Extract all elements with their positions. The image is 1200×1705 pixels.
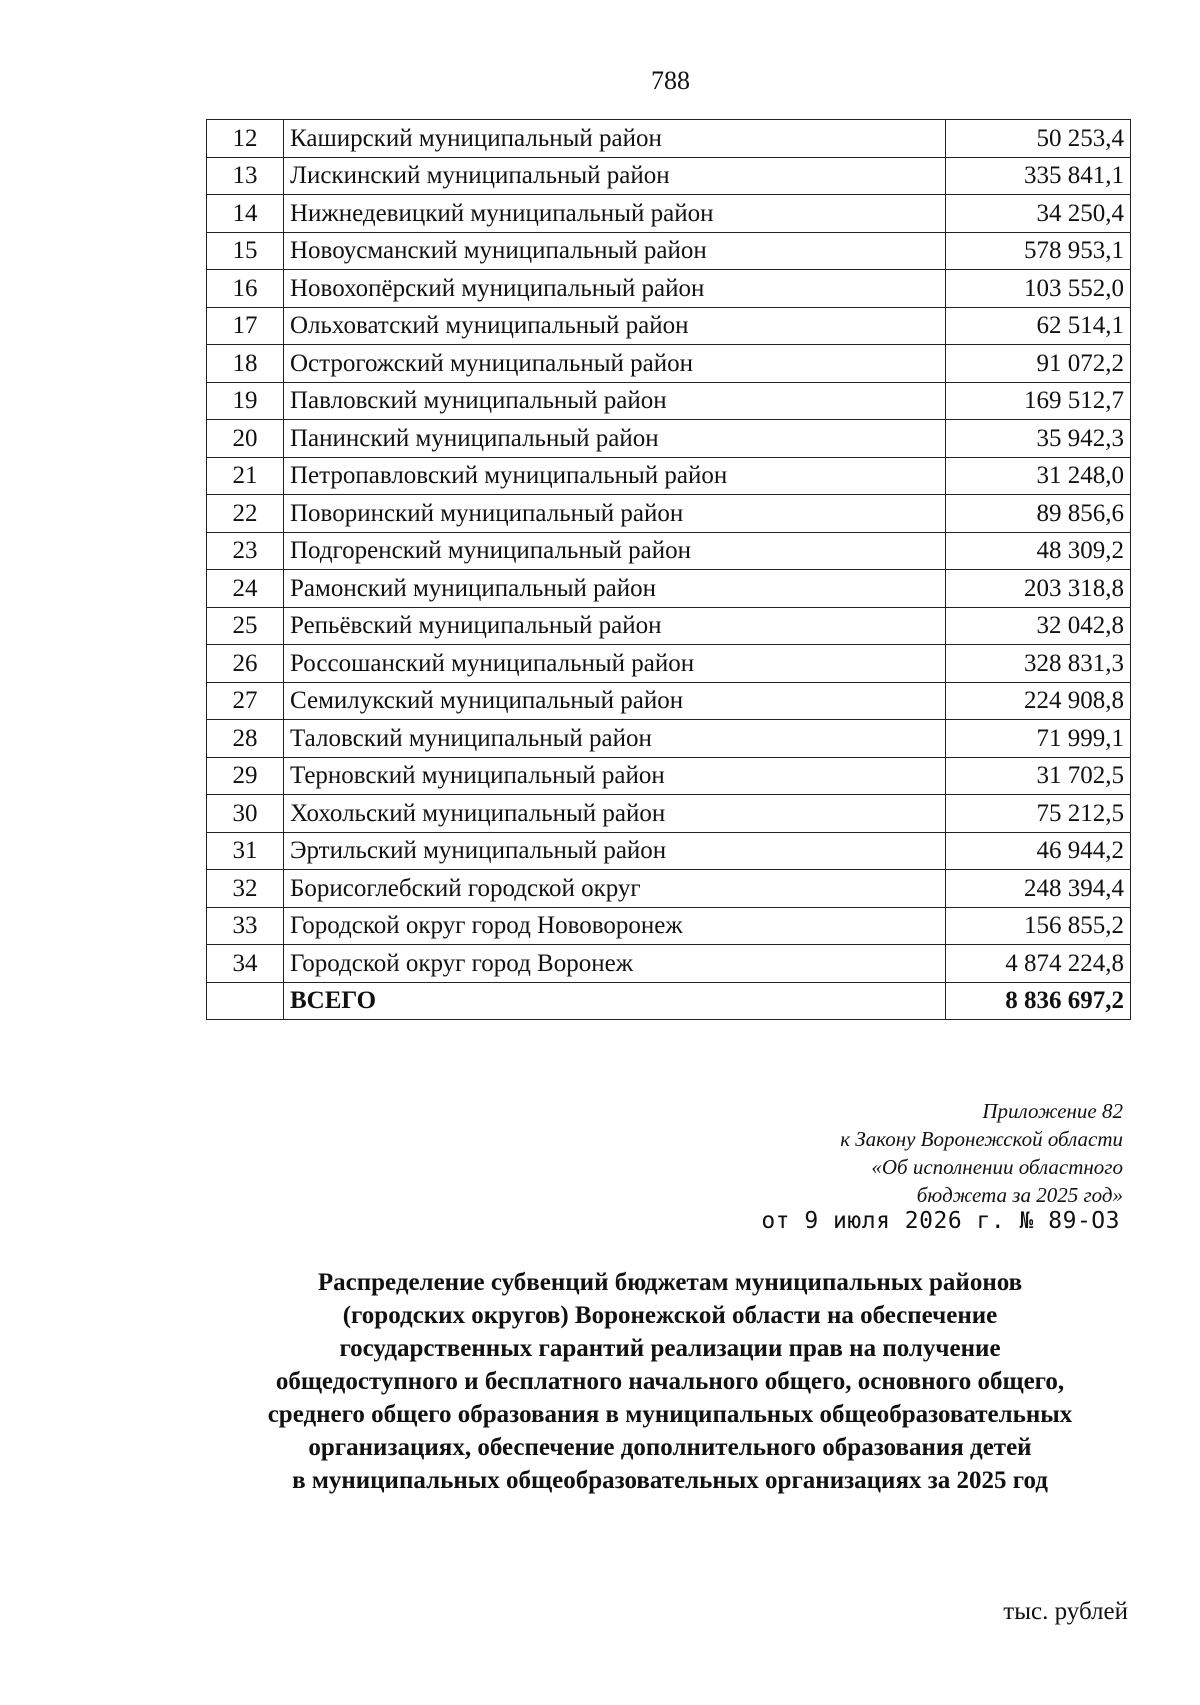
subvention-amount: 75 212,5 [946,795,1131,833]
subvention-amount: 71 999,1 [946,720,1131,758]
municipality-name: Городской округ город Нововоронеж [284,907,946,945]
title-line: общедоступного и бесплатного начального общего, основного общего, [275,1368,1065,1395]
municipality-name: Нижнедевицкий муниципальный район [284,195,946,233]
table-row [207,795,1131,833]
subvention-table [206,119,1131,1020]
municipality-name: Поворинский муниципальный район [284,495,946,533]
table-row [207,682,1131,720]
title-line: Распределение субвенций бюджетам муниципальных районов [317,1269,1023,1296]
table-row [207,232,1131,270]
subvention-amount: 4 874 224,8 [946,945,1131,983]
municipality-name: Острогожский муниципальный район [284,345,946,383]
row-number: 18 [207,345,284,383]
table-body [207,120,1131,1020]
table-row [207,345,1131,383]
subvention-amount: 48 309,2 [946,532,1131,570]
municipality-name: Эртильский муниципальный район [284,832,946,870]
subvention-amount: 50 253,4 [946,120,1131,158]
row-number: 29 [207,757,284,795]
row-number: 25 [207,607,284,645]
municipality-name: Павловский муниципальный район [284,382,946,420]
row-number: 19 [207,382,284,420]
table-row [207,832,1131,870]
table-row [207,195,1131,233]
municipality-name: Каширский муниципальный район [284,120,946,158]
table-row [207,532,1131,570]
row-number: 22 [207,495,284,533]
table-row [207,420,1131,458]
title-line: государственных гарантий реализации прав на получение [339,1335,1001,1362]
municipality-name: Подгоренский муниципальный район [284,532,946,570]
table-row [207,270,1131,308]
municipality-name: Рамонский муниципальный район [284,570,946,608]
row-number: 13 [207,157,284,195]
row-number: 23 [207,532,284,570]
table-row [207,870,1131,908]
total-num-cell [207,982,284,1020]
municipality-name: Семилукский муниципальный район [284,682,946,720]
municipality-name: Хохольский муниципальный район [284,795,946,833]
subvention-amount: 31 702,5 [946,757,1131,795]
appendix-reference [840,1097,1123,1209]
subvention-amount: 62 514,1 [946,307,1131,345]
table-row [207,570,1131,608]
subvention-amount: 156 855,2 [946,907,1131,945]
municipality-name: Новохопёрский муниципальный район [284,270,946,308]
page-number: 788 [651,66,690,95]
title-line: среднего общего образования в муниципальных общеобразовательных [267,1401,1073,1428]
table-row [207,607,1131,645]
municipality-name: Лискинский муниципальный район [284,157,946,195]
table-row [207,457,1131,495]
municipality-name: Борисоглебский городской округ [284,870,946,908]
table-row [207,645,1131,683]
row-number: 32 [207,870,284,908]
law-date-stamp: от 9 июля 2026 г. № 89-ОЗ [761,1208,1120,1234]
municipality-name: Репьёвский муниципальный район [284,607,946,645]
municipality-name: Панинский муниципальный район [284,420,946,458]
subvention-amount: 91 072,2 [946,345,1131,383]
table-row [207,757,1131,795]
appendix-line: «Об исполнении областного [871,1155,1123,1179]
unit-label: тыс. рублей [1003,1598,1128,1625]
table-row [207,307,1131,345]
row-number: 16 [207,270,284,308]
title-line: в муниципальных общеобразовательных организациях за 2025 год [292,1467,1048,1494]
subvention-amount: 34 250,4 [946,195,1131,233]
subvention-amount: 224 908,8 [946,682,1131,720]
subvention-amount: 46 944,2 [946,832,1131,870]
appendix-line: бюджета за 2025 год» [916,1183,1123,1207]
municipality-name: Новоусманский муниципальный район [284,232,946,270]
row-number: 31 [207,832,284,870]
table-row [207,120,1131,158]
total-label: ВСЕГО [284,982,946,1020]
table-row [207,495,1131,533]
table-row [207,907,1131,945]
subvention-amount: 169 512,7 [946,382,1131,420]
row-number: 34 [207,945,284,983]
table-row [207,382,1131,420]
row-number: 27 [207,682,284,720]
title-line: (городских округов) Воронежской области на обеспечение [342,1302,998,1329]
row-number: 15 [207,232,284,270]
title-line: организациях, обеспечение дополнительного образования детей [308,1434,1032,1461]
municipality-name: Петропавловский муниципальный район [284,457,946,495]
municipality-name: Ольховатский муниципальный район [284,307,946,345]
row-number: 28 [207,720,284,758]
row-number: 24 [207,570,284,608]
row-number: 30 [207,795,284,833]
row-number: 17 [207,307,284,345]
municipality-name: Терновский муниципальный район [284,757,946,795]
appendix-line: к Закону Воронежской области [840,1127,1123,1151]
table-row [207,720,1131,758]
subvention-amount: 248 394,4 [946,870,1131,908]
row-number: 33 [207,907,284,945]
row-number: 26 [207,645,284,683]
subvention-amount: 103 552,0 [946,270,1131,308]
subvention-amount: 203 318,8 [946,570,1131,608]
subvention-amount: 89 856,6 [946,495,1131,533]
subvention-amount: 31 248,0 [946,457,1131,495]
table-row [207,945,1131,983]
total-value: 8 836 697,2 [946,982,1131,1020]
appendix-line: Приложение 82 [982,1099,1123,1123]
row-number: 21 [207,457,284,495]
subvention-amount: 328 831,3 [946,645,1131,683]
subvention-amount: 32 042,8 [946,607,1131,645]
row-number: 20 [207,420,284,458]
document-title [150,1266,1190,1497]
row-number: 12 [207,120,284,158]
subvention-amount: 578 953,1 [946,232,1131,270]
municipality-name: Городской округ город Воронеж [284,945,946,983]
subvention-amount: 35 942,3 [946,420,1131,458]
subvention-amount: 335 841,1 [946,157,1131,195]
municipality-name: Таловский муниципальный район [284,720,946,758]
table-row [207,157,1131,195]
row-number: 14 [207,195,284,233]
municipality-name: Россошанский муниципальный район [284,645,946,683]
total-row [207,982,1131,1020]
